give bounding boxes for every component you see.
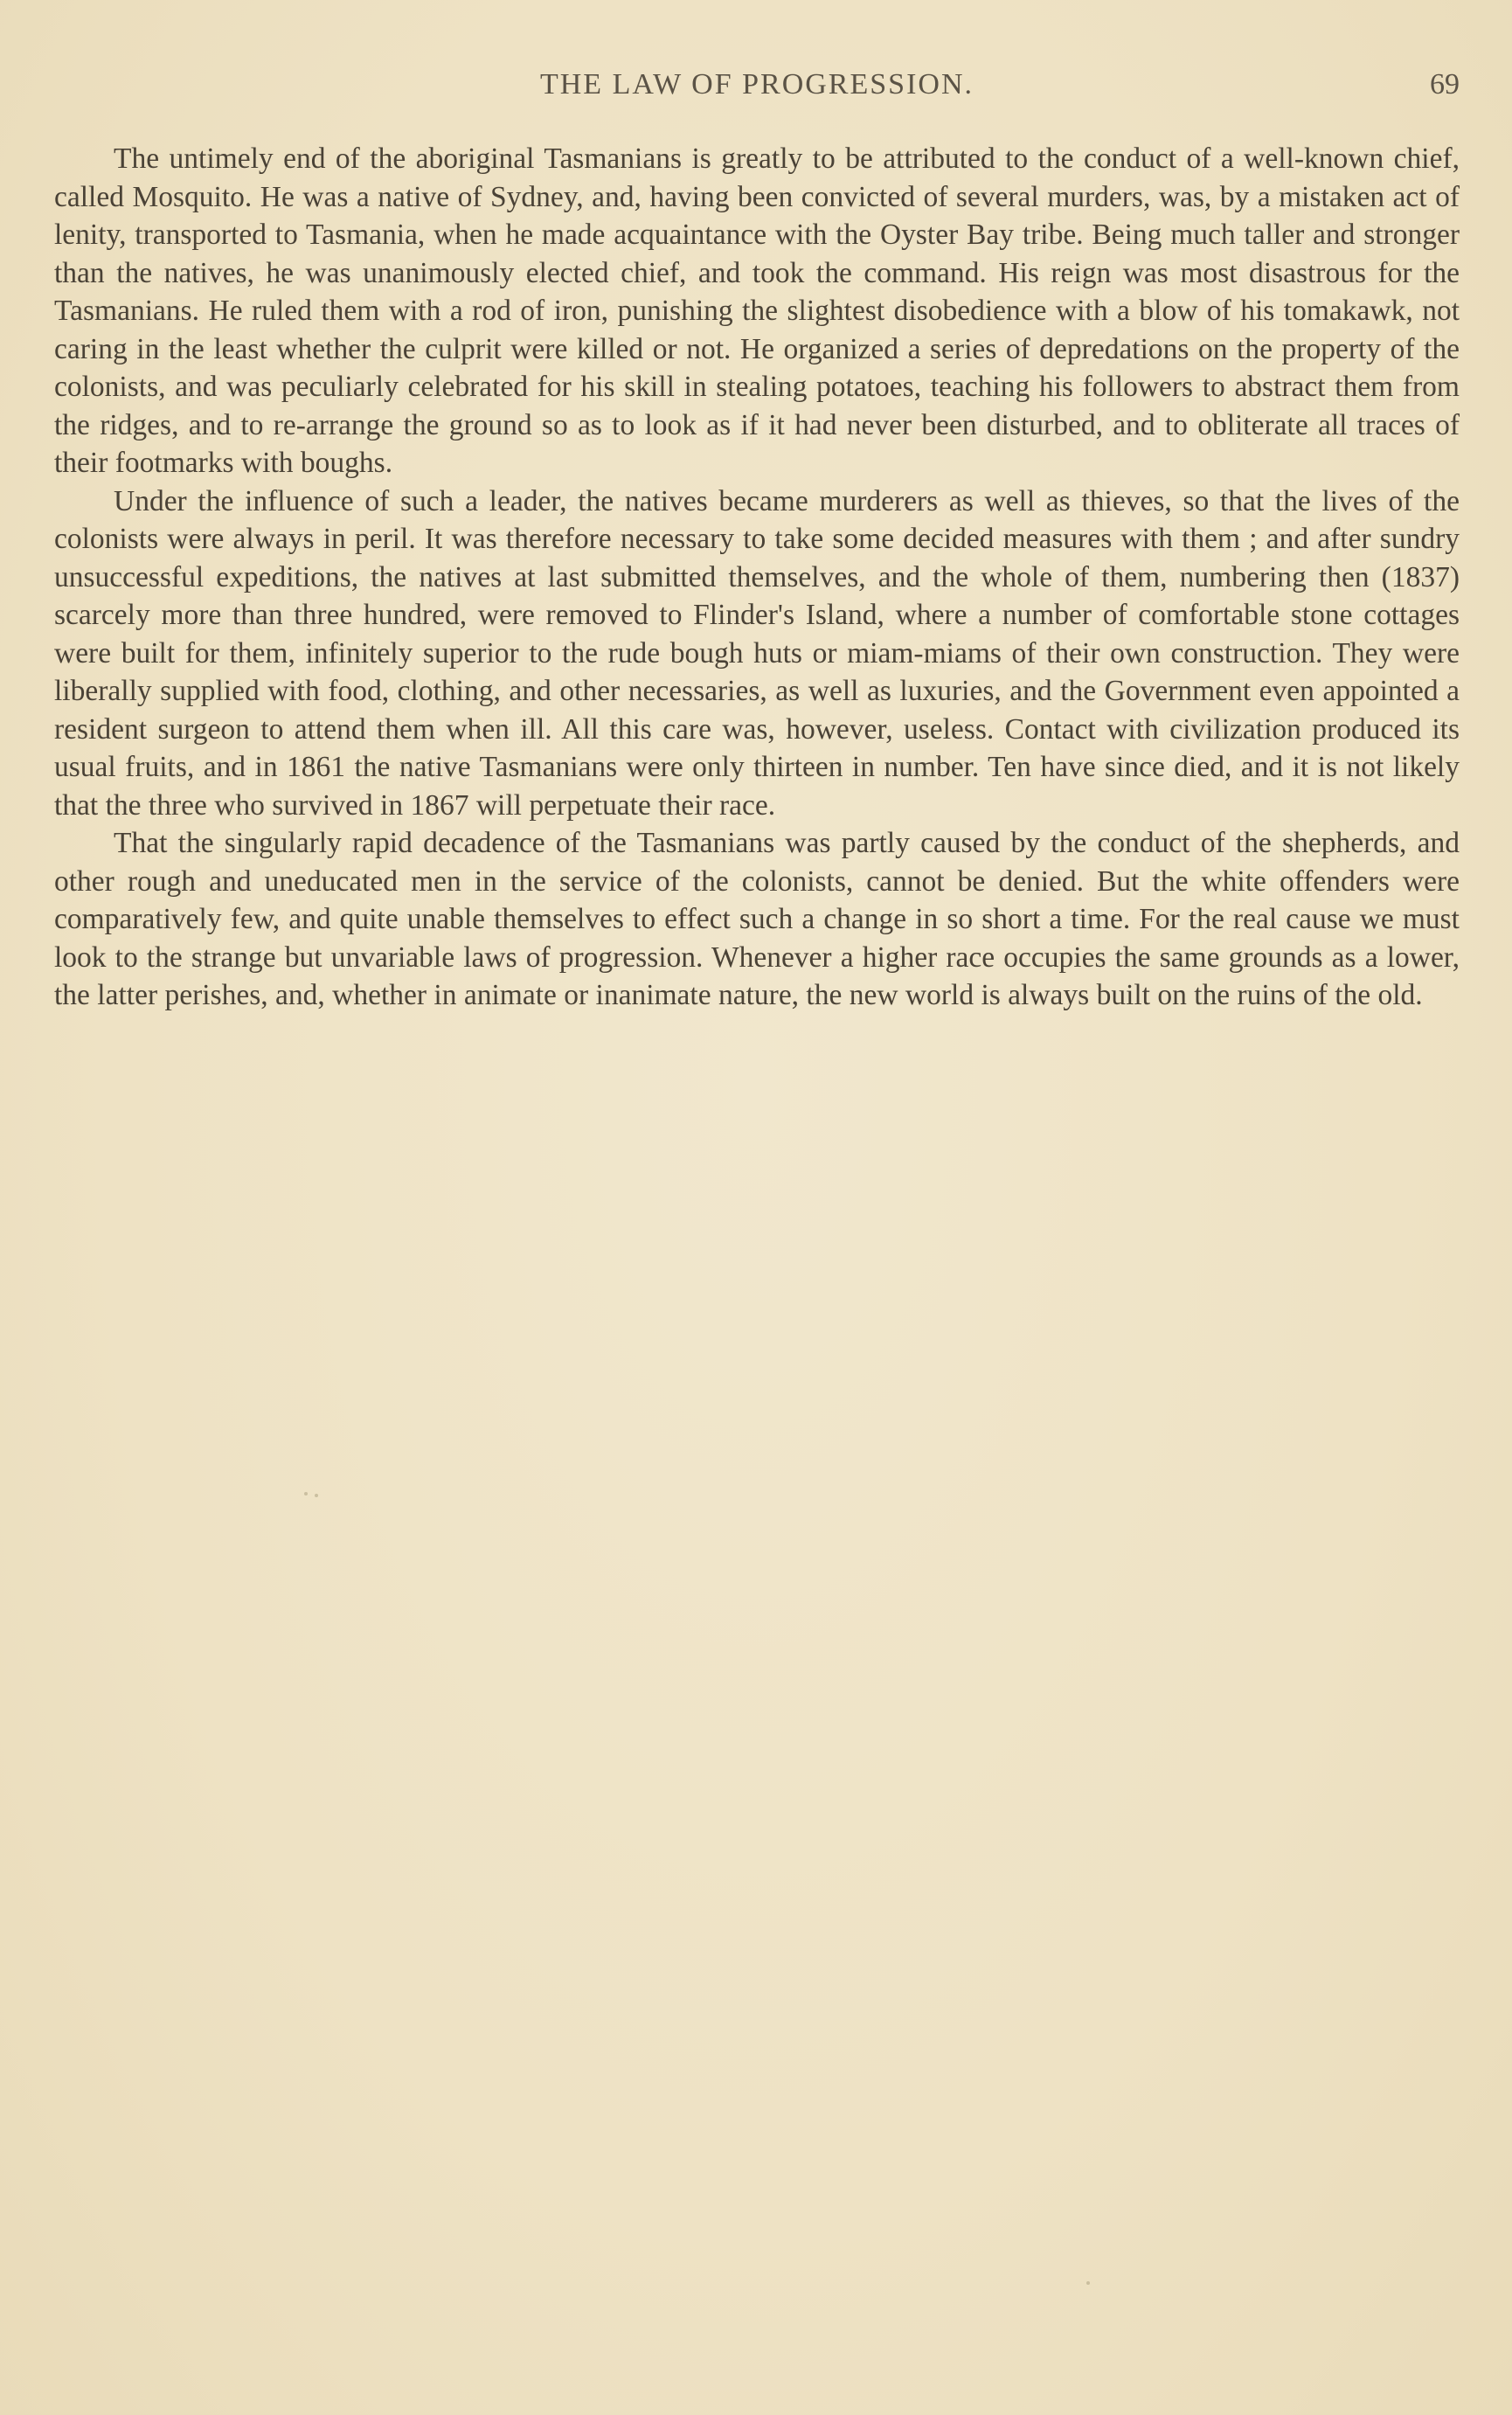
paper-speck bbox=[1086, 2281, 1090, 2285]
body-text bbox=[54, 140, 1460, 1015]
paragraph: Under the influence of such a leader, the natives became murderers as well as thieves, so that the lives of the colonists were always in peril. It was therefore necessary to take some decided measures with them ; and after sundry unsuccessful expeditions, the natives at last submitted themselves, and the whole of them, numbering then (1837) scarcely more than three hundred, were removed to Flinder's Island, where a number of comfortable stone cottages were built for them, infinitely superior to the rude bough huts or miam-miams of their own construction. They were liberally supplied with food, clothing, and other necessaries, as well as luxuries, and the Government even appointed a resident surgeon to attend them when ill. All this care was, however, useless. Contact with civilization produced its usual fruits, and in 1861 the native Tasmanians were only thirteen in number. Ten have since died, and it is not likely that the three who survived in 1867 will perpetuate their race. bbox=[54, 484, 1460, 822]
running-head bbox=[54, 68, 1460, 112]
paper-speck bbox=[304, 1492, 308, 1495]
paragraph: The untimely end of the aboriginal Tasmanians is greatly to be attributed to the conduct of a well-known chief, called Mosquito. He was a native of Sydney, and, having been convicted of several murders, was, by a mistaken act of lenity, transported to Tasmania, when he made acquaintance with the Oyster Bay tribe. Being much taller and stronger than the natives, he was unanimously elected chief, and took the command. His reign was most disastrous for the Tasmanians. He ruled them with a rod of iron, punishing the slightest disobedience with a blow of his tomakawk, not caring in the least whether the culprit were killed or not. He organized a series of depredations on the property of the colonists, and was peculiarly celebrated for his skill in stealing potatoes, teaching his followers to abstract them from the ridges, and to re-arrange the ground so as to look as if it had never been disturbed, and to obliterate all traces of their footmarks with boughs. bbox=[54, 142, 1460, 479]
paragraph: That the singularly rapid decadence of the Tasmanians was partly caused by the conduct of the shepherds, and other rough and uneducated men in the service of the colonists, cannot be denied. But the white offenders were comparatively few, and quite unable themselves to effect such a change in so short a time. For the real cause we must look to the strange but unvariable laws of progression. Whenever a higher race occupies the same grounds as a lower, the latter perishes, and, whether in animate or inanimate nature, the new world is always built on the ruins of the old. bbox=[54, 827, 1460, 1011]
paper-speck bbox=[315, 1494, 318, 1497]
page-number: 69 bbox=[1430, 68, 1460, 101]
running-title: THE LAW OF PROGRESSION. bbox=[539, 68, 974, 101]
